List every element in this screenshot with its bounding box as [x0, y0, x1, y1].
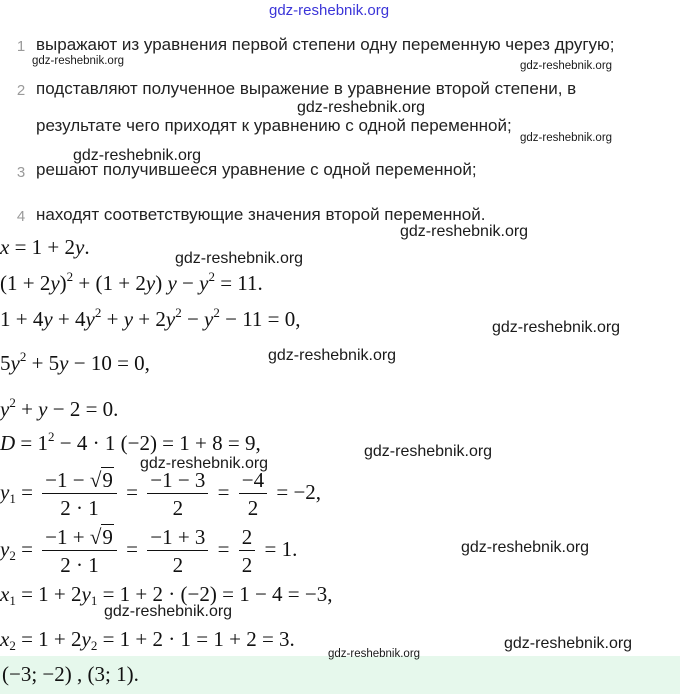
step-text-4: находят соответствующие значения второй переменной. [36, 205, 486, 224]
watermark: gdz-reshebnik.org [104, 603, 233, 620]
watermark: gdz-reshebnik.org [364, 443, 493, 460]
substituted-equation: $(1 + 2y)^2 + (1 + 2y)$ $y - y^2 = 11$. [0, 269, 263, 295]
header-watermark[interactable]: gdz-reshebnik.org [269, 2, 390, 19]
watermark: gdz-reshebnik.org [73, 147, 202, 164]
step-text-2-line1: подставляют полученное выражение в уравнение второй степени, в [36, 79, 577, 98]
substitution-x: x = 1 + 2y. [0, 235, 90, 259]
watermark: gdz-reshebnik.org [328, 648, 421, 660]
step-text-2-line2: результате чего приходят к уравнению с одной переменной; [36, 116, 512, 135]
watermark: gdz-reshebnik.org [400, 223, 529, 240]
step-number-2: 2 [16, 82, 26, 99]
step-number-1: 1 [16, 38, 26, 55]
watermark: gdz-reshebnik.org [175, 250, 304, 267]
watermark: gdz-reshebnik.org [140, 455, 269, 472]
simplified-equation: $5y^2 + 5y - 10 = 0$, [0, 349, 150, 375]
watermark: gdz-reshebnik.org [520, 132, 613, 144]
root-x2: $x_2 = 1 + 2y_2 = 1 + 2 \cdot 1 = 1 + 2 = 3$. [0, 627, 295, 653]
reduced-equation: $y^2 + y - 2 = 0$. [0, 395, 119, 421]
step-text-1: выражают из уравнения первой степени одну переменную через другую; [36, 35, 615, 54]
watermark: gdz-reshebnik.org [32, 55, 125, 67]
watermark: gdz-reshebnik.org [268, 347, 397, 364]
watermark: gdz-reshebnik.org [504, 635, 633, 652]
watermark: gdz-reshebnik.org [297, 99, 426, 116]
root-y2: $y_2$ = $\frac{-1 + √9}{2 \cdot 1}$ = $\frac{-1 + 3}{2}$ = $\frac{2}{2}$ = 1. [0, 525, 298, 578]
watermark: gdz-reshebnik.org [520, 60, 613, 72]
watermark: gdz-reshebnik.org [461, 539, 590, 556]
root-x1: $x_1 = 1 + 2y_1 = 1 + 2 \cdot (-2) = 1 - 4 = -3$, [0, 582, 333, 608]
step-number-4: 4 [16, 208, 26, 225]
root-y1: $y_1$ = $\frac{-1 - √9}{2 \cdot 1}$ = $\frac{-1 - 3}{2}$ = $\frac{-4}{2}$ = −2, [0, 468, 322, 521]
watermark: gdz-reshebnik.org [492, 319, 621, 336]
expanded-equation: $1 + 4y + 4y^2 + y + 2y^2 - y^2 - 11 = 0$, [0, 305, 301, 331]
discriminant: $D = 1^2 - 4 \cdot 1$ (−2) = 1 + 8 = 9, [0, 429, 261, 455]
step-text-3: решают получившееся уравнение с одной переменной; [36, 160, 477, 179]
answer: (−3; −2) , (3; 1). [2, 662, 139, 686]
step-number-3: 3 [16, 164, 26, 181]
